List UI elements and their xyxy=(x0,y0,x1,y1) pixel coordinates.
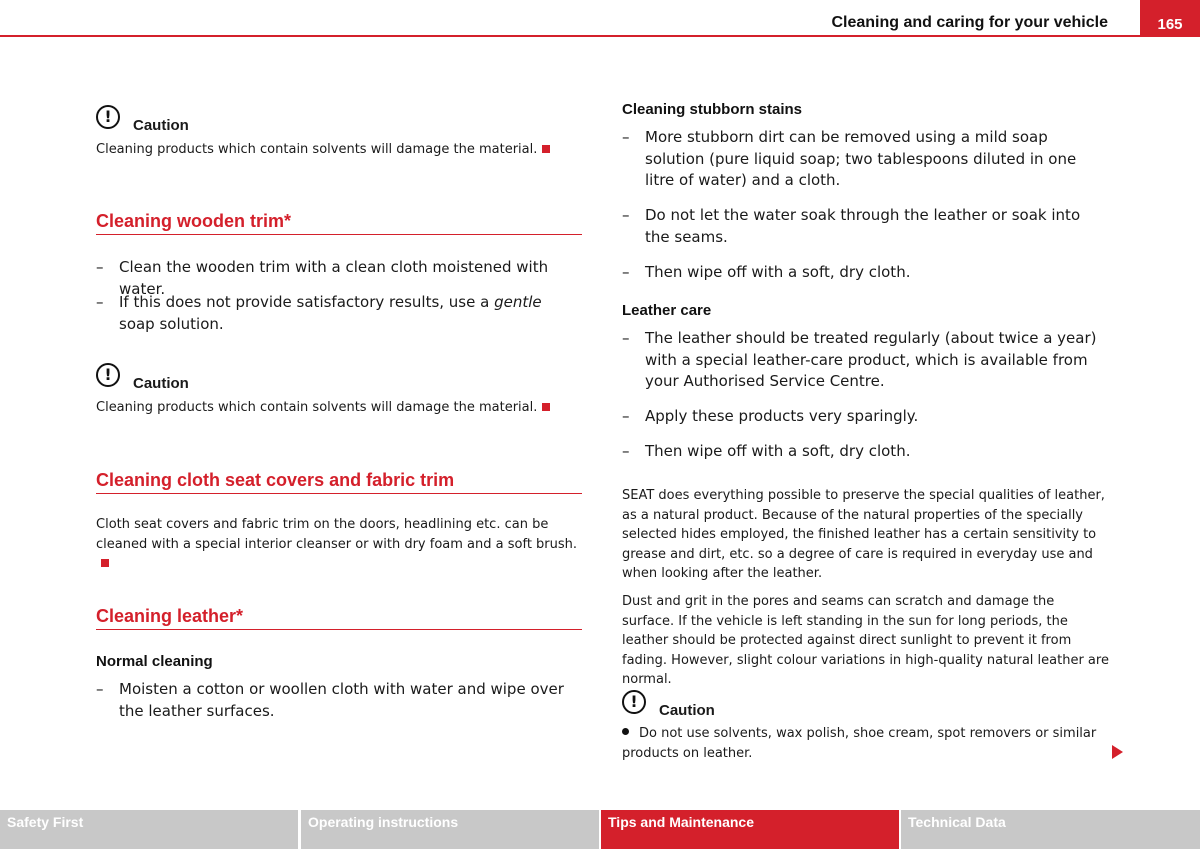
list-item: – Do not let the water soak through the leather or soak into the seams. xyxy=(622,206,1081,246)
subheading-normal-cleaning: Normal cleaning xyxy=(96,653,213,670)
page-header-title: Cleaning and caring for your vehicle xyxy=(831,14,1108,31)
list-item: – Then wipe off with a soft, dry cloth. xyxy=(622,442,911,460)
header-rule xyxy=(0,35,1140,37)
subheading-leather-care: Leather care xyxy=(622,302,712,319)
tab-operating-instructions[interactable]: Operating instructions xyxy=(301,810,599,849)
footer-nav xyxy=(0,810,1200,849)
tab-technical-data[interactable]: Technical Data xyxy=(901,810,1200,849)
section-heading-cleaning-leather: Cleaning leather* xyxy=(96,606,582,630)
paragraph: Cloth seat covers and fabric trim on the doors, headlining etc. can be cleaned with a special interior cleanser or with dry foam and a soft brush. xyxy=(96,515,586,574)
list-item: – The leather should be treated regularly (about twice a year) with a special leather-care product, which is available from your Authorised Service Centre. xyxy=(622,329,1097,390)
list-item: – Moisten a cotton or woollen cloth with water and wipe over the leather surfaces. xyxy=(96,680,564,720)
caution-text: Cleaning products which contain solvents will damage the material. xyxy=(96,140,582,160)
caution-bullet: Do not use solvents, wax polish, shoe cream, spot removers or similar products on leather. xyxy=(622,726,1097,761)
exclamation-circle-icon: ! xyxy=(96,363,120,387)
subheading-stubborn-stains: Cleaning stubborn stains xyxy=(622,101,803,118)
tab-safety-first[interactable]: Safety First xyxy=(0,810,298,849)
caution-title: Caution xyxy=(133,117,189,134)
section-heading-cloth-seat-covers: Cleaning cloth seat covers and fabric trim xyxy=(96,470,582,494)
paragraph: SEAT does everything possible to preserve the special qualities of leather, as a natural product. Because of the natural properties of the specially selected hides employed, the finished leather has a certain sensitivity to grease and dirt, etc. so a degree of care is required in everyday use and when looking after the leather. xyxy=(622,488,1105,581)
bullet-dot-icon xyxy=(622,728,629,735)
list-item: – Clean the wooden trim with a clean cloth moistened with water. xyxy=(96,258,549,298)
page-number: 165 xyxy=(1140,0,1200,37)
continue-arrow-icon xyxy=(1112,745,1123,759)
exclamation-circle-icon: ! xyxy=(96,105,120,129)
end-of-section-square-icon xyxy=(542,403,550,411)
section-heading-wooden-trim: Cleaning wooden trim* xyxy=(96,211,582,235)
tab-tips-and-maintenance[interactable]: Tips and Maintenance xyxy=(601,810,899,849)
caution-title: Caution xyxy=(659,702,715,719)
end-of-section-square-icon xyxy=(542,145,550,153)
list-item: – If this does not provide satisfactory results, use a gentle soap solution. xyxy=(96,293,542,333)
caution-title: Caution xyxy=(133,375,189,392)
caution-text: Cleaning products which contain solvents will damage the material. xyxy=(96,398,582,418)
list-item: – More stubborn dirt can be removed using a mild soap solution (pure liquid soap; two tablespoons diluted in one litre of water) and a cloth. xyxy=(622,128,1077,189)
paragraph: Dust and grit in the pores and seams can scratch and damage the surface. If the vehicle is left standing in the sun for long periods, the leather should be protected against direct sunlight to prevent it from fading. However, slight colour variations in high-quality natural leather are normal. xyxy=(622,594,1109,687)
exclamation-circle-icon: ! xyxy=(622,690,646,714)
list-item: – Then wipe off with a soft, dry cloth. xyxy=(622,263,911,281)
list-item: – Apply these products very sparingly. xyxy=(622,407,919,425)
end-of-section-square-icon xyxy=(101,559,109,567)
